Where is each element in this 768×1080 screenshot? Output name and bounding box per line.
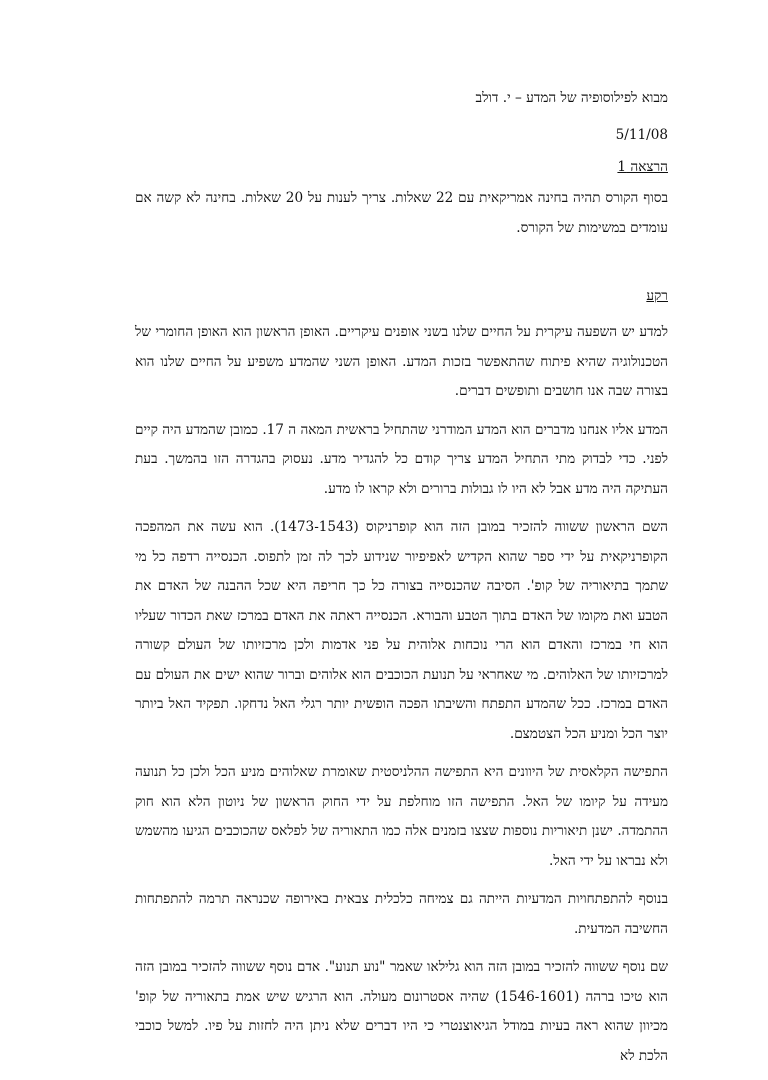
paragraph: למדע יש השפעה עיקרית על החיים שלנו בשני אופנים עיקריים. האופן הראשון הוא האופן החומרי של הטכנולוגיה שהיא פיתוח שהתאפשר בזכות המדע. האופן השני שהמדע משפיע על החיים שלנו הוא בצורה שבה אנו חושבים ותופשים דברים. [135, 324, 668, 399]
spacer [135, 252, 668, 286]
intro-paragraph: בסוף הקורס תהיה בחינה אמריקאית עם 22 שאלות. צריך לענות על 20 שאלות. בחינה לא קשה אם עומדים במשימות של הקורס. [135, 190, 668, 236]
paragraph: בנוסף להתפתחויות המדעיות הייתה גם צמיחה כלכלית צבאית באירופה שכנראה תרמה להתפתחות החשיבה המדעית. [135, 891, 668, 937]
paragraph: התפישה הקלאסית של היוונים היא התפישה ההלניסטית שאומרת שאלוהים מניע הכל ולכן כל תנועה מעידה על קיומו של האל. התפישה הזו מוחלפת על ידי החוק הראשון של ניוטון הלא הוא חוק ההתמדה. ישנן תיאוריות נוספות שצצו בזמנים אלה כמו התאוריה של לפלאס שהכוכבים הגיעו מהשמש ולא נבראו על ידי האל. [135, 764, 668, 869]
paragraph: השם הראשון ששווה להזכיר במובן הזה הוא קופרניקוס (1473-1543). הוא עשה את המהפכה הקופרניקאית על ידי ספר שהוא הקדיש לאפיפיור שנידוע לכך לה זמן לתפוס. הכנסייה רדפה כל מי שתמך בתיאוריה של קופ'. הסיבה שהכנסייה בצורה כל כך חריפה היא שכל ההבנה של האדם את הטבע ואת מקומו של האדם בתוך הטבע והבורא. הכנסייה ראתה את האדם במרכז שאת הכדור שעליו הוא חי במרכז והאדם הוא הרי נוכחות אלוהית על פני אדמות ולכן מרכזיותו של העולם קשורה למרכזיותו של האלוהים. מי שאחראי על תנועת הכוכבים הוא אלוהים וברור שהוא ישים את העולם עם האדם במרכז. ככל שהמדע התפתח והשיבתו הפכה הופשית יותר רגלי האל נדחקו. תפקיד האל ביותר יוצר הכל ומניע הכל הצטמצם. [135, 519, 668, 742]
lecture-title: הרצאה 1 [617, 159, 668, 175]
document-date: 5/11/08 [615, 127, 668, 143]
document-header: מבוא לפילוסופיה של המדע – י. דולב [475, 90, 668, 106]
section-title: רקע [646, 288, 668, 304]
paragraph: המדע אליו אנחנו מדברים הוא המדע המודרני שהתחיל בראשית המאה ה 17. כמובן שהמדע היה קיים לפני. כדי לבדוק מתי התחיל המדע צריך קודם כל להגדיר מדע. נעסוק בהגדרה הזו בהמשך. בעת העתיקה היה מדע אבל לא היו לו גבולות ברורים ולא קראו לו מדע. [135, 421, 668, 497]
paragraph: שם נוסף ששווה להזכיר במובן הזה הוא גלילאו שאמר "נוע תנוע". אדם נוסף ששווה להזכיר במובן הזה הוא טיכו ברהה (1546-1601) שהיה אסטרונום מעולה. הוא הרגיש שיש אמת בתאוריה של קופ' מכיוון שהוא ראה בעיות במודל הגיאוצנטרי כי היו דברים שלא ניתן היה לחזות על פיו. למשל כוכבי הלכת לא [135, 959, 668, 1064]
document-page [135, 88, 668, 1080]
